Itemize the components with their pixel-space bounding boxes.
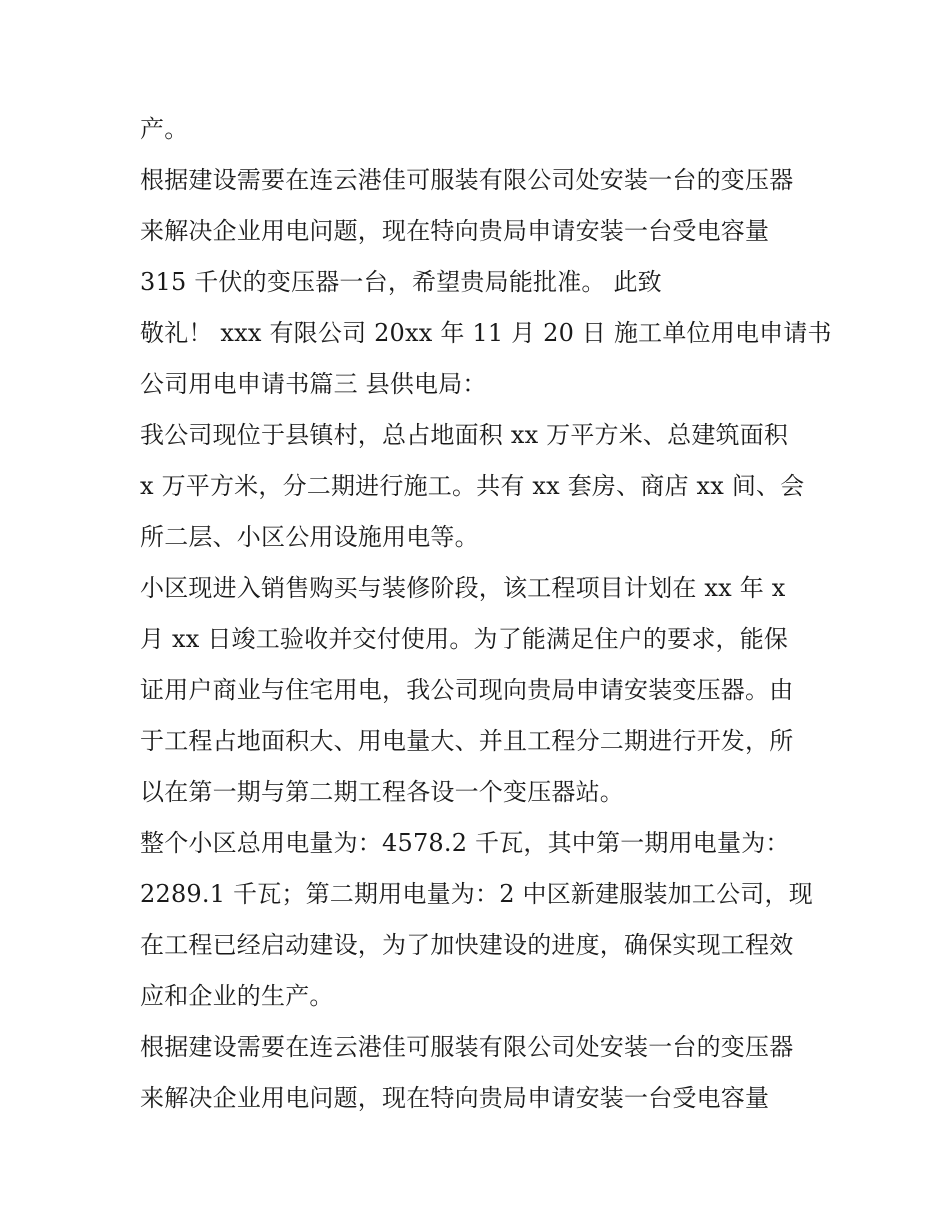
document-body: [140, 104, 832, 1124]
text-line: 小区现进入销售购买与装修阶段，该工程项目计划在 xx 年 x: [140, 574, 786, 602]
text-line: 所二层、小区公用设施用电等。: [140, 523, 479, 551]
text-line: 来解决企业用电问题，现在特向贵局申请安装一台受电容量: [140, 1084, 770, 1112]
text-line: 根据建设需要在连云港佳可服装有限公司处安装一台的变压器: [140, 166, 794, 194]
text-line: 应和企业的生产。: [140, 982, 334, 1010]
text-line: 2289.1 千瓦；第二期用电量为：2 中区新建服装加工公司，现: [140, 880, 813, 908]
text-line: 整个小区总用电量为：4578.2 千瓦，其中第一期用电量为：: [140, 829, 790, 857]
text-line: x 万平方米，分二期进行施工。共有 xx 套房、商店 xx 间、会: [140, 472, 805, 500]
text-line: 月 xx 日竣工验收并交付使用。为了能满足住户的要求，能保: [140, 625, 789, 653]
text-line: 来解决企业用电问题，现在特向贵局申请安装一台受电容量: [140, 217, 770, 245]
text-line: 产。: [140, 115, 189, 143]
text-line: 于工程占地面积大、用电量大、并且工程分二期进行开发，所: [140, 727, 794, 755]
text-line: 以在第一期与第二期工程各设一个变压器站。: [140, 778, 624, 806]
text-line: 315 千伏的变压器一台，希望贵局能批准。 此致: [140, 268, 662, 296]
text-line: 在工程已经启动建设，为了加快建设的进度，确保实现工程效: [140, 931, 794, 959]
text-line: 根据建设需要在连云港佳可服装有限公司处安装一台的变压器: [140, 1033, 794, 1061]
text-line: 敬礼！ xxx 有限公司 20xx 年 11 月 20 日 施工单位用电申请书: [140, 319, 832, 347]
text-line: 我公司现位于县镇村，总占地面积 xx 万平方米、总建筑面积: [140, 421, 789, 449]
text-line: 证用户商业与住宅用电，我公司现向贵局申请安装变压器。由: [140, 676, 794, 704]
text-line: 公司用电申请书篇三 县供电局：: [140, 370, 487, 398]
